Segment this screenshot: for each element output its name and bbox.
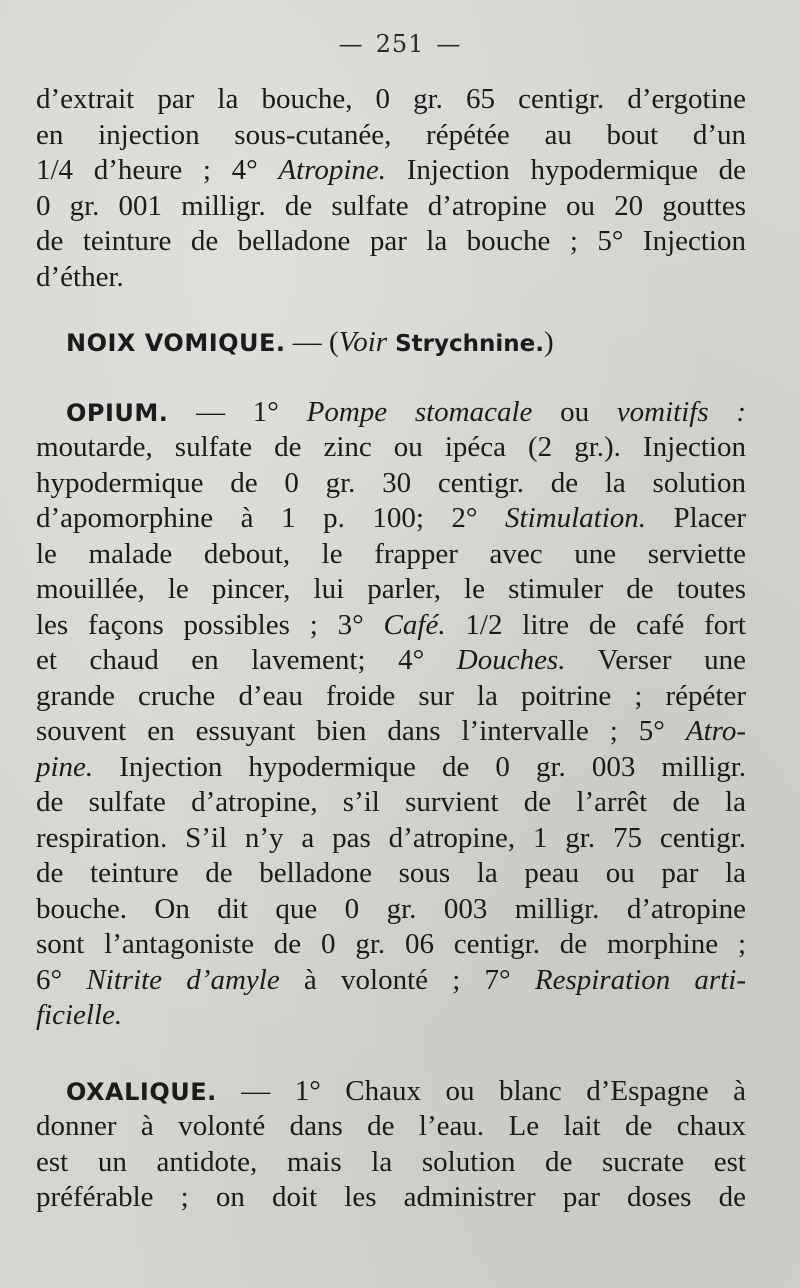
text-line [36,714,746,750]
text-run: 1/2 litre de café fort [445,608,746,641]
text-line [36,153,746,189]
text-run: les façons possibles ; 3° [36,608,384,641]
text-line: mouillée, le pincer, lui parler, le stimuler de toutes [36,573,746,605]
text-run: ou [532,395,617,428]
text-run: Placer [646,502,746,534]
header-dash-right: — [436,30,462,58]
text-run: — ( [285,326,339,358]
text-run: Injection hypodermique de [386,154,746,186]
text-line [36,963,746,999]
text-line: bouche. On dit que 0 gr. 003 milligr. d’atropine [36,892,746,925]
italic-term: vomitifs : [616,395,746,428]
italic-term: Respiration arti- [534,963,746,996]
italic-term: ficielle. [36,999,123,1031]
italic-term: Café. [383,608,446,641]
page-number: 251 [375,30,425,58]
text-run: d’apomorphine à 1 p. 100; 2° [36,502,506,534]
text-line: d’extrait par la bouche, 0 gr. 65 centigr. d’ergotine [36,83,746,115]
entry-title: OXALIQUE. [66,1077,217,1106]
text-line: sont l’antagoniste de 0 gr. 06 centigr. de morphine ; [36,928,746,960]
text-line: préférable ; on doit les administrer par doses de [36,1181,746,1213]
entry-title: NOIX VOMIQUE. [66,329,286,357]
italic-term: pine. [36,750,94,783]
entry-title: OPIUM. [66,398,169,427]
text-run: — 1° [168,395,307,428]
text-line: donner à volonté dans de l’eau. Le lait de chaux [36,1110,746,1142]
text-line: hypodermique de 0 gr. 30 centigr. de la solution [36,466,746,499]
text-run: Injection hypodermique de 0 gr. 003 milligr. [93,750,746,783]
entry-opium [36,395,746,1034]
text-line: le malade debout, le frapper avec une serviette [36,537,746,570]
text-run: ) [543,326,554,358]
entry-oxalique [36,1074,746,1216]
text-run: — 1° Chaux ou blanc d’Espagne à [216,1074,746,1107]
text-line [36,1074,746,1110]
cross-reference: Strychnine. [387,331,544,357]
header-dash-left: — [338,30,364,58]
text-line [36,998,746,1034]
text-line: de teinture de belladone sous la peau ou par la [36,857,746,889]
text-line: d’éther. [36,260,124,293]
italic-term: Stimulation. [505,502,647,534]
text-line: en injection sous-cutanée, répétée au bout d’un [36,118,746,151]
text-line: 0 gr. 001 milligr. de sulfate d’atropine ou 20 gouttes [36,189,746,222]
page-body [36,82,746,1216]
intro-paragraph [36,82,746,295]
text-line: de teinture de belladone par la bouche ; 5° Injection [36,225,746,257]
text-run: 6° [36,963,87,996]
text-run: 1/4 d’heure ; 4° [36,154,279,186]
text-line [36,608,746,644]
italic-term: Pompe stomacale [306,395,533,428]
text-line [36,325,746,361]
page-header [0,30,800,58]
text-line: de sulfate d’atropine, s’il survient de l’arrêt de la [36,786,746,818]
text-line: est un antidote, mais la solution de sucrate est [36,1145,746,1178]
italic-term: Douches. [456,644,566,676]
text-run: Verser une [565,644,747,676]
italic-term: Voir [338,326,388,358]
text-line: grande cruche d’eau froide sur la poitrine ; répéter [36,679,746,712]
text-line [36,501,746,537]
text-line [36,643,746,679]
entry-noix-vomique [36,325,746,361]
text-run: souvent en essuyant bien dans l’intervalle ; 5° [36,715,686,747]
italic-term: Atropine. [278,154,387,186]
italic-term: Nitrite d’amyle [86,963,280,996]
text-run: à volonté ; 7° [279,963,535,996]
text-run: et chaud en lavement; 4° [36,644,457,676]
text-line [36,395,746,431]
text-line: respiration. S’il n’y a pas d’atropine, 1 gr. 75 centigr. [36,821,746,854]
text-line: moutarde, sulfate de zinc ou ipéca (2 gr.). Injection [36,431,746,463]
italic-term: Atro- [685,715,746,747]
text-line [36,750,746,786]
